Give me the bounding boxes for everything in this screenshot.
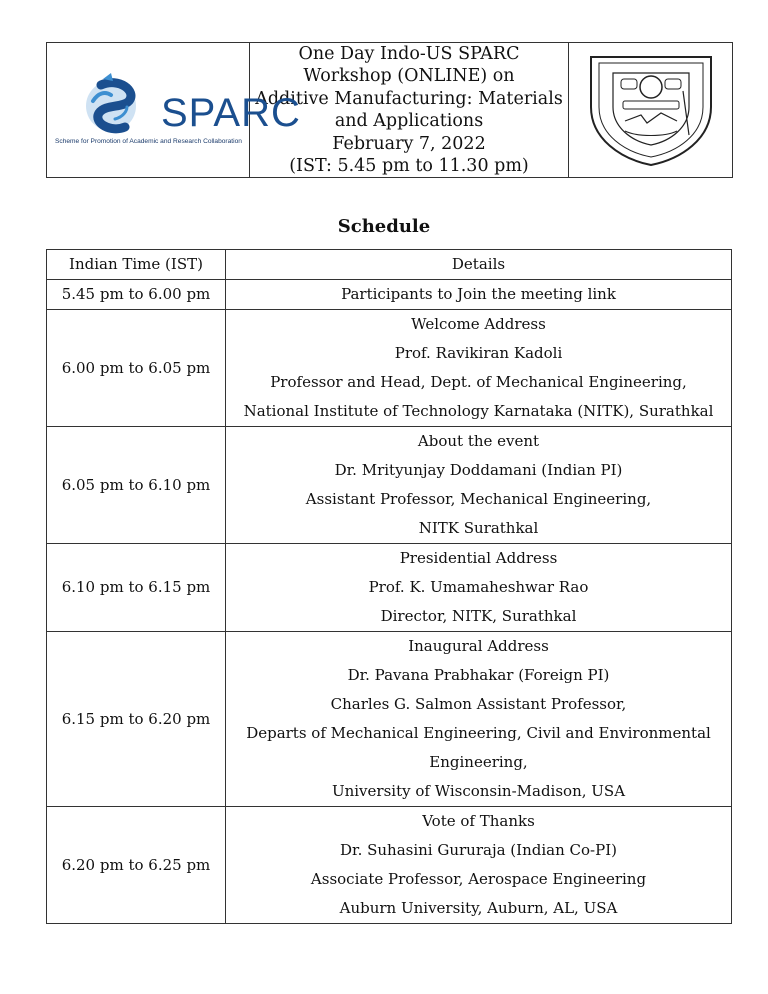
detail-line: NITK Surathkal [418,519,539,537]
details-cell [226,807,732,924]
table-row [47,310,732,427]
time-cell: 6.15 pm to 6.20 pm [47,632,226,807]
schedule-table [46,249,732,924]
detail-line: Assistant Professor, Mechanical Engineering, [305,490,652,508]
table-header-row [47,250,732,280]
nitk-seal-icon [585,51,717,169]
time-cell: 5.45 pm to 6.00 pm [47,280,226,310]
detail-line: Charles G. Salmon Assistant Professor, [330,695,627,713]
table-row [47,807,732,924]
details-cell [226,544,732,632]
detail-line: Engineering, [429,753,528,771]
table-row [47,427,732,544]
time-cell: 6.10 pm to 6.15 pm [47,544,226,632]
details-cell [226,632,732,807]
schedule-heading: Schedule [337,216,431,237]
detail-line: Professor and Head, Dept. of Mechanical Engineering, [270,373,687,391]
time-cell: 6.00 pm to 6.05 pm [47,310,226,427]
detail-line: University of Wisconsin-Madison, USA [331,782,626,800]
detail-line: Dr. Suhasini Gururaja (Indian Co-PI) [340,841,617,859]
detail-line: Participants to Join the meeting link [341,285,616,303]
detail-line: Dr. Mrityunjay Doddamani (Indian PI) [334,461,623,479]
detail-line: Director, NITK, Surathkal [380,607,577,625]
sparc-logo-cell [47,43,301,178]
detail-line: Vote of Thanks [422,812,535,830]
title-line: (IST: 5.45 pm to 11.30 pm) [289,156,529,177]
detail-line: Prof. Ravikiran Kadoli [394,344,563,362]
header-table [46,42,733,178]
detail-line: Presidential Address [399,549,558,567]
sparc-globe-icon [53,71,163,141]
title-line: February 7, 2022 [332,133,486,154]
title-line: One Day Indo-US SPARC [298,44,520,64]
sparc-wordmark: SPARC [161,91,301,136]
nitk-seal-cell [569,43,733,178]
detail-line: Welcome Address [411,315,546,333]
detail-line: Dr. Pavana Prabhakar (Foreign PI) [347,666,610,684]
title-line: Workshop (ONLINE) on [303,66,515,87]
detail-line: Prof. K. Umamaheshwar Rao [368,578,589,596]
title-line: Additive Manufacturing: Materials [255,88,563,109]
column-header-time: Indian Time (IST) [47,250,226,280]
table-row [47,632,732,807]
detail-line: Auburn University, Auburn, AL, USA [339,899,618,917]
detail-line: Inaugural Address [408,637,549,655]
column-header-details: Details [226,250,732,280]
table-row [47,544,732,632]
title-line: and Applications [334,111,484,132]
time-cell: 6.20 pm to 6.25 pm [47,807,226,924]
details-cell [226,280,732,310]
sparc-tagline: Scheme for Promotion of Academic and Research Collaboration [55,138,242,146]
detail-line: About the event [417,432,540,450]
time-cell: 6.05 pm to 6.10 pm [47,427,226,544]
detail-line: Departs of Mechanical Engineering, Civil and Environmental [246,724,711,742]
details-cell [226,310,732,427]
sparc-logo [47,43,301,177]
detail-line: Associate Professor, Aerospace Engineering [310,870,647,888]
detail-line: National Institute of Technology Karnataka (NITK), Surathkal [243,402,714,420]
table-row [47,280,732,310]
details-cell [226,427,732,544]
